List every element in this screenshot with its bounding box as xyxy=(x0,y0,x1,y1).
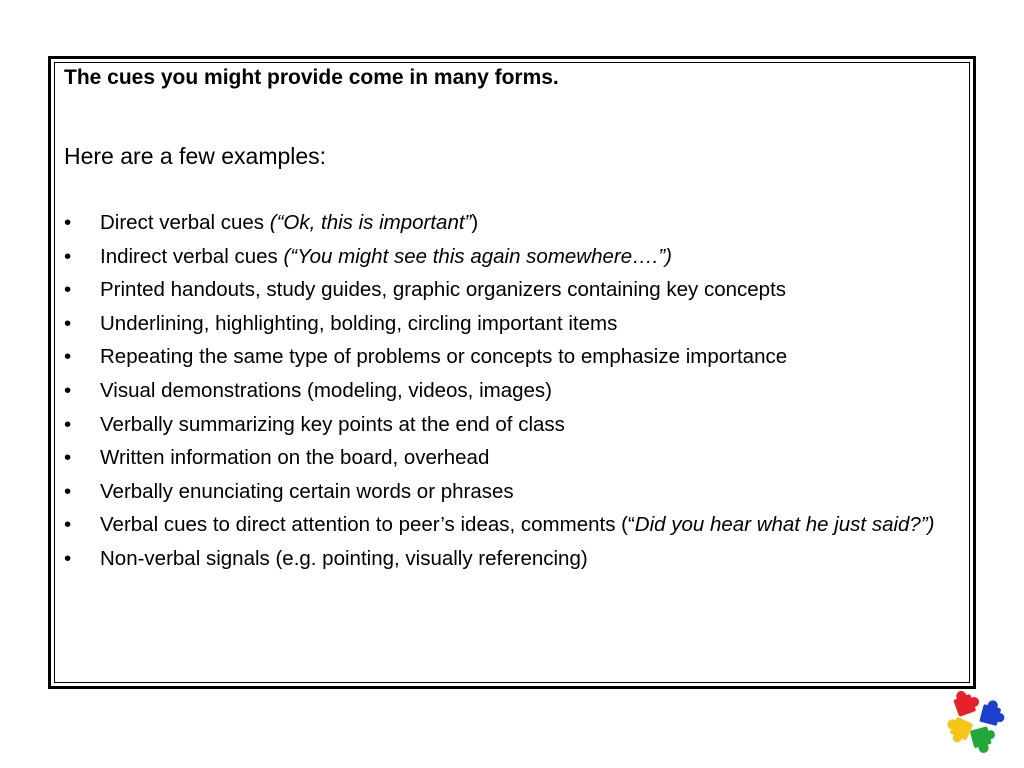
cue-list-item xyxy=(64,414,964,436)
bullet-marker: • xyxy=(64,345,72,369)
cue-list-item xyxy=(64,548,964,570)
cue-list-item xyxy=(64,481,964,503)
cue-list-item xyxy=(64,246,964,268)
cue-list-item xyxy=(64,279,964,301)
slide-heading: The cues you might provide come in many forms. xyxy=(64,66,559,89)
slide-subheading: Here are a few examples: xyxy=(64,143,327,169)
bullet-marker: • xyxy=(64,244,72,268)
slide-content xyxy=(64,64,964,570)
cue-item-closing: ) xyxy=(471,211,479,234)
cue-item-example-quote: (“You might see this again somewhere….”) xyxy=(283,244,672,268)
cue-list xyxy=(64,212,964,582)
cue-list-item xyxy=(64,447,964,469)
cue-item-text: Direct verbal cues xyxy=(100,211,270,234)
bullet-marker: • xyxy=(64,211,72,234)
bullet-marker: • xyxy=(64,278,72,302)
cue-item-text: Non-verbal signals (e.g. pointing, visually referencing) xyxy=(100,546,588,570)
bullet-marker: • xyxy=(64,546,72,570)
bullet-marker: • xyxy=(64,378,72,402)
cue-item-text: Written information on the board, overhead xyxy=(100,446,490,470)
cue-list-item xyxy=(64,380,964,402)
bullet-marker: • xyxy=(64,412,72,436)
bullet-marker: • xyxy=(64,513,72,537)
bullet-marker: • xyxy=(64,479,72,503)
cue-list-item xyxy=(64,313,964,335)
cue-item-text: Indirect verbal cues xyxy=(100,244,284,268)
bullet-marker: • xyxy=(64,311,72,335)
puzzle-piece-yellow xyxy=(944,714,973,745)
puzzle-piece-green xyxy=(970,725,999,754)
bullet-marker: • xyxy=(64,446,72,470)
cue-item-text: Verbally enunciating certain words or phrases xyxy=(100,479,514,503)
cue-item-example-quote: Did you hear what he just said?”) xyxy=(634,513,935,537)
cue-list-item xyxy=(64,346,964,368)
cue-item-text: Printed handouts, study guides, graphic organizers containing key concepts xyxy=(100,278,787,302)
cue-list-item xyxy=(64,514,964,536)
cue-item-example-quote: (“Ok, this is important” xyxy=(269,211,472,234)
cue-item-text: Verbal cues to direct attention to peer’s ideas, comments (“ xyxy=(100,513,635,537)
puzzle-pieces-icon xyxy=(944,690,1008,754)
cue-item-text: Visual demonstrations (modeling, videos, images) xyxy=(100,378,552,402)
cue-item-text: Underlining, highlighting, bolding, circling important items xyxy=(100,311,618,335)
puzzle-piece-red xyxy=(951,690,982,717)
cue-list-item xyxy=(64,212,964,234)
puzzle-piece-blue xyxy=(979,698,1008,727)
cue-item-text: Repeating the same type of problems or concepts to emphasize importance xyxy=(100,345,788,369)
cue-item-text: Verbally summarizing key points at the end of class xyxy=(100,412,565,436)
